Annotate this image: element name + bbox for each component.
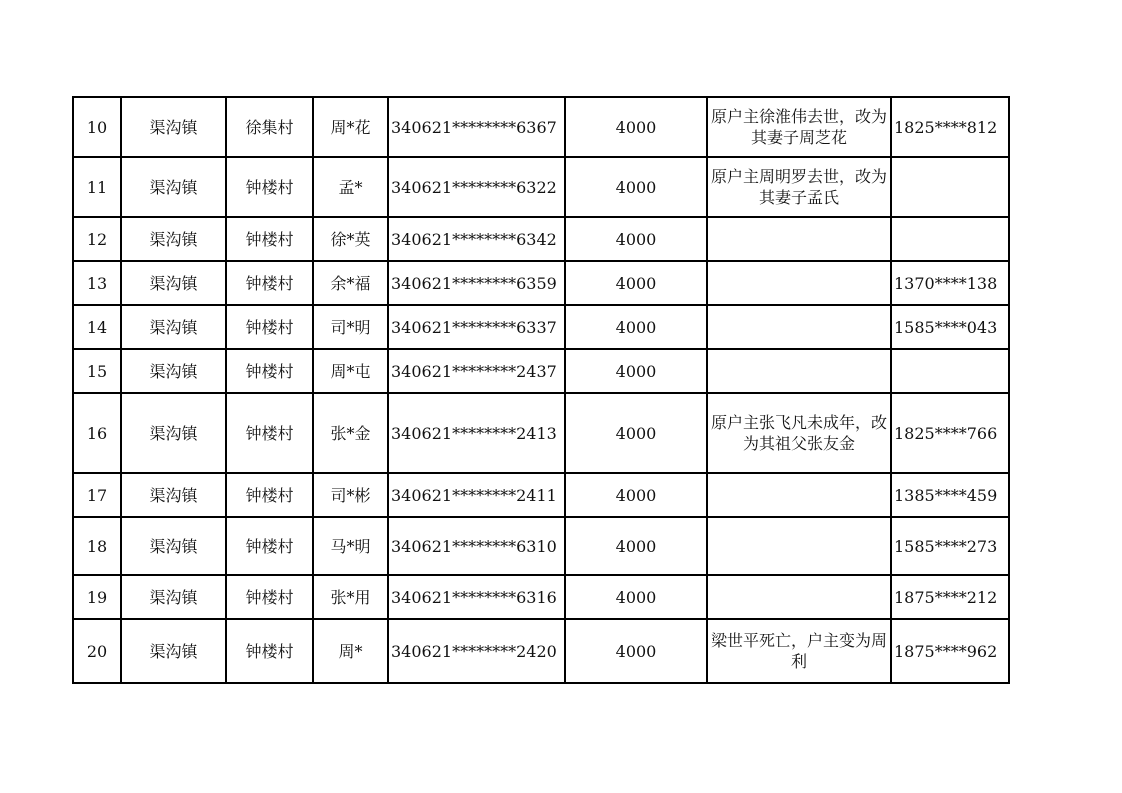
amount-cell: 4000 xyxy=(565,517,707,575)
amount-cell: 4000 xyxy=(565,305,707,349)
table-row xyxy=(73,575,1009,619)
table-row xyxy=(73,619,1009,683)
village-cell: 钟楼村 xyxy=(226,473,313,517)
household-table xyxy=(72,96,1010,684)
remark-cell: 原户主徐淮伟去世，改为其妻子周芝花 xyxy=(707,97,891,157)
town-cell: 渠沟镇 xyxy=(121,619,226,683)
phone-cell xyxy=(891,157,1009,217)
name-cell: 徐*英 xyxy=(313,217,388,261)
amount-cell: 4000 xyxy=(565,575,707,619)
table-row xyxy=(73,473,1009,517)
village-cell: 钟楼村 xyxy=(226,305,313,349)
village-cell: 钟楼村 xyxy=(226,261,313,305)
remark-cell xyxy=(707,575,891,619)
name-cell: 周* xyxy=(313,619,388,683)
row-number: 12 xyxy=(73,217,121,261)
table-row xyxy=(73,305,1009,349)
amount-cell: 4000 xyxy=(565,261,707,305)
name-cell: 周*屯 xyxy=(313,349,388,393)
amount-cell: 4000 xyxy=(565,349,707,393)
row-number: 13 xyxy=(73,261,121,305)
town-cell: 渠沟镇 xyxy=(121,517,226,575)
village-cell: 钟楼村 xyxy=(226,349,313,393)
town-cell: 渠沟镇 xyxy=(121,217,226,261)
phone-cell: 1585****043 xyxy=(891,305,1009,349)
town-cell: 渠沟镇 xyxy=(121,575,226,619)
table-row xyxy=(73,393,1009,473)
phone-cell: 1385****459 xyxy=(891,473,1009,517)
row-number: 16 xyxy=(73,393,121,473)
id-number-cell: 340621********6316 xyxy=(388,575,565,619)
remark-cell xyxy=(707,349,891,393)
phone-cell xyxy=(891,217,1009,261)
remark-cell xyxy=(707,517,891,575)
id-number-cell: 340621********6322 xyxy=(388,157,565,217)
town-cell: 渠沟镇 xyxy=(121,473,226,517)
name-cell: 孟* xyxy=(313,157,388,217)
table-row xyxy=(73,217,1009,261)
amount-cell: 4000 xyxy=(565,619,707,683)
name-cell: 马*明 xyxy=(313,517,388,575)
table-row xyxy=(73,517,1009,575)
id-number-cell: 340621********2420 xyxy=(388,619,565,683)
village-cell: 钟楼村 xyxy=(226,157,313,217)
remark-cell xyxy=(707,261,891,305)
table-row xyxy=(73,157,1009,217)
remark-cell: 原户主张飞凡未成年，改为其祖父张友金 xyxy=(707,393,891,473)
village-cell: 钟楼村 xyxy=(226,217,313,261)
id-number-cell: 340621********6310 xyxy=(388,517,565,575)
row-number: 20 xyxy=(73,619,121,683)
id-number-cell: 340621********6342 xyxy=(388,217,565,261)
village-cell: 钟楼村 xyxy=(226,575,313,619)
name-cell: 司*彬 xyxy=(313,473,388,517)
spreadsheet-page xyxy=(72,96,1010,684)
amount-cell: 4000 xyxy=(565,217,707,261)
remark-cell: 梁世平死亡，户主变为周利 xyxy=(707,619,891,683)
village-cell: 钟楼村 xyxy=(226,619,313,683)
id-number-cell: 340621********6367 xyxy=(388,97,565,157)
id-number-cell: 340621********6359 xyxy=(388,261,565,305)
name-cell: 司*明 xyxy=(313,305,388,349)
id-number-cell: 340621********6337 xyxy=(388,305,565,349)
amount-cell: 4000 xyxy=(565,97,707,157)
phone-cell xyxy=(891,349,1009,393)
village-cell: 钟楼村 xyxy=(226,393,313,473)
name-cell: 周*花 xyxy=(313,97,388,157)
phone-cell: 1875****212 xyxy=(891,575,1009,619)
row-number: 14 xyxy=(73,305,121,349)
row-number: 10 xyxy=(73,97,121,157)
row-number: 11 xyxy=(73,157,121,217)
town-cell: 渠沟镇 xyxy=(121,305,226,349)
row-number: 19 xyxy=(73,575,121,619)
name-cell: 张*用 xyxy=(313,575,388,619)
table-row xyxy=(73,97,1009,157)
town-cell: 渠沟镇 xyxy=(121,97,226,157)
remark-cell: 原户主周明罗去世，改为其妻子孟氏 xyxy=(707,157,891,217)
village-cell: 徐集村 xyxy=(226,97,313,157)
id-number-cell: 340621********2437 xyxy=(388,349,565,393)
town-cell: 渠沟镇 xyxy=(121,349,226,393)
phone-cell: 1825****812 xyxy=(891,97,1009,157)
town-cell: 渠沟镇 xyxy=(121,393,226,473)
remark-cell xyxy=(707,305,891,349)
amount-cell: 4000 xyxy=(565,157,707,217)
row-number: 18 xyxy=(73,517,121,575)
phone-cell: 1585****273 xyxy=(891,517,1009,575)
row-number: 15 xyxy=(73,349,121,393)
town-cell: 渠沟镇 xyxy=(121,157,226,217)
town-cell: 渠沟镇 xyxy=(121,261,226,305)
amount-cell: 4000 xyxy=(565,393,707,473)
name-cell: 余*福 xyxy=(313,261,388,305)
remark-cell xyxy=(707,473,891,517)
amount-cell: 4000 xyxy=(565,473,707,517)
table-row xyxy=(73,261,1009,305)
row-number: 17 xyxy=(73,473,121,517)
phone-cell: 1825****766 xyxy=(891,393,1009,473)
name-cell: 张*金 xyxy=(313,393,388,473)
village-cell: 钟楼村 xyxy=(226,517,313,575)
id-number-cell: 340621********2411 xyxy=(388,473,565,517)
table-row xyxy=(73,349,1009,393)
phone-cell: 1370****138 xyxy=(891,261,1009,305)
remark-cell xyxy=(707,217,891,261)
id-number-cell: 340621********2413 xyxy=(388,393,565,473)
phone-cell: 1875****962 xyxy=(891,619,1009,683)
